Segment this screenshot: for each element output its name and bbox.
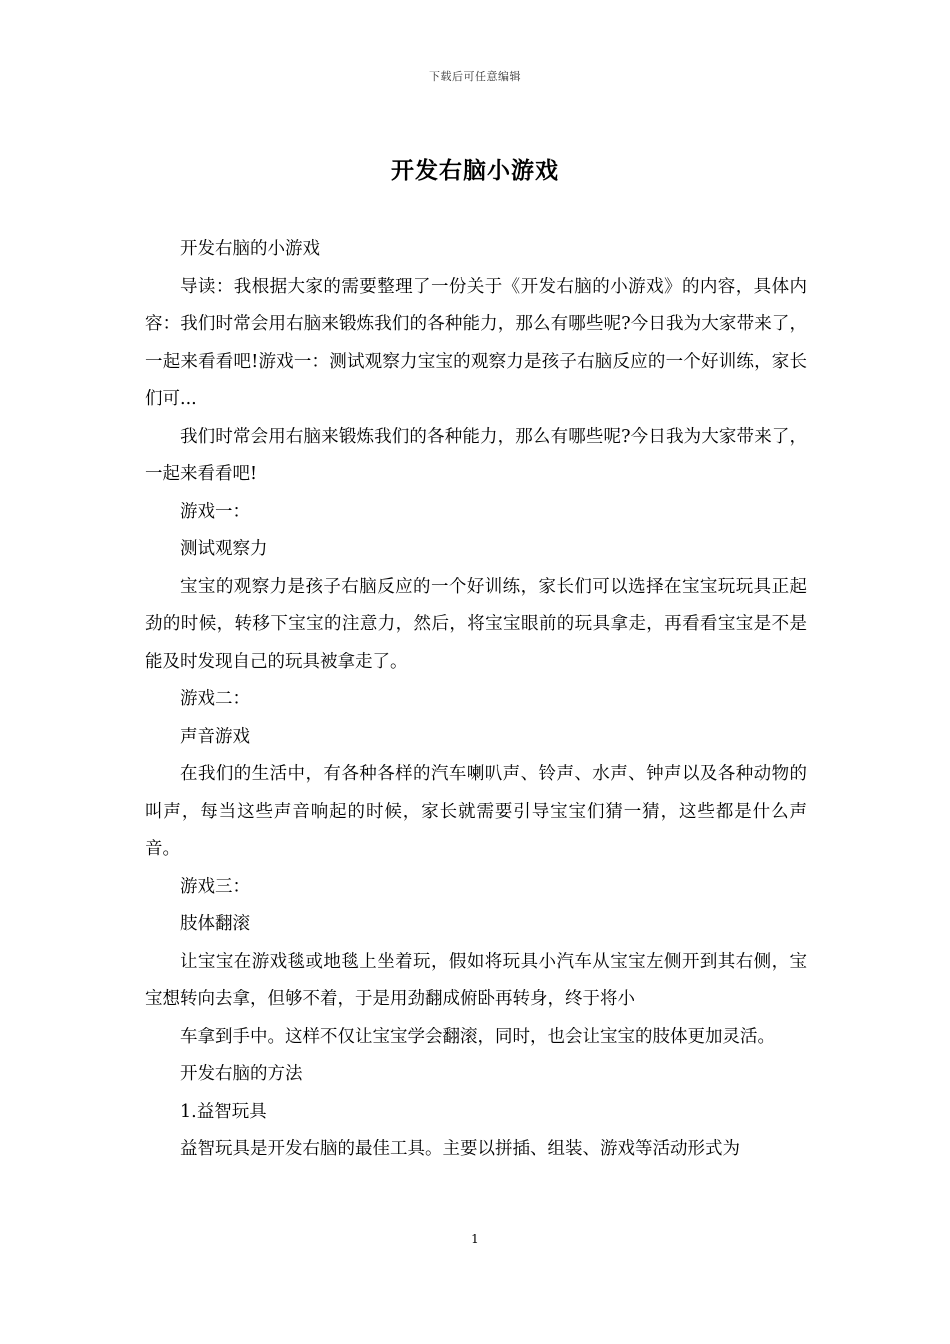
document-title: 开发右脑小游戏 [391,157,559,184]
methods-heading: 开发右脑的方法 [180,1064,303,1084]
header-note: 下载后可任意编辑 [429,70,521,83]
paragraph-lead: 我们时常会用右脑来锻炼我们的各种能力，那么有哪些呢?今日我为大家带来了，一起来看看吧! [145,426,807,484]
game-three-text: 让宝宝在游戏毯或地毯上坐着玩，假如将玩具小汽车从宝宝左侧开到其右侧，宝宝想转向去拿，但够不着，于是用劲翻成俯卧再转身，终于将小 [145,951,807,1009]
method-one-text: 益智玩具是开发右脑的最佳工具。主要以拼插、组装、游戏等活动形式为 [180,1139,740,1159]
method-one-heading: 1.益智玩具 [180,1101,267,1122]
paragraph-intro: 导读：我根据大家的需要整理了一份关于《开发右脑的小游戏》的内容，具体内容：我们时常会用右脑来锻炼我们的各种能力，那么有哪些呢?今日我为大家带来了，一起来看看吧!游戏一：测试观察力宝宝的观察力是孩子右脑反应的一个好训练，家长们可... [145,276,807,409]
game-two-name: 声音游戏 [180,726,250,747]
game-three-heading: 游戏三： [180,876,250,897]
game-one-name: 测试观察力 [180,539,268,559]
game-three-name: 肢体翻滚 [180,914,250,934]
game-two-heading: 游戏二： [180,689,250,709]
paragraph-subtitle: 开发右脑的小游戏 [180,239,320,259]
document-body [145,231,807,1169]
game-three-text-continued: 车拿到手中。这样不仅让宝宝学会翻滚，同时，也会让宝宝的肢体更加灵活。 [180,1026,775,1047]
game-one-heading: 游戏一： [180,501,250,522]
game-one-text: 宝宝的观察力是孩子右脑反应的一个好训练，家长们可以选择在宝宝玩玩具正起劲的时候，转移下宝宝的注意力，然后，将宝宝眼前的玩具拿走，再看看宝宝是不是能及时发现自己的玩具被拿走了。 [145,576,807,672]
game-two-text: 在我们的生活中，有各种各样的汽车喇叭声、铃声、水声、钟声以及各种动物的叫声，每当这些声音响起的时候，家长就需要引导宝宝们猜一猜，这些都是什么声音。 [145,764,807,859]
page-number: 1 [471,1232,479,1246]
